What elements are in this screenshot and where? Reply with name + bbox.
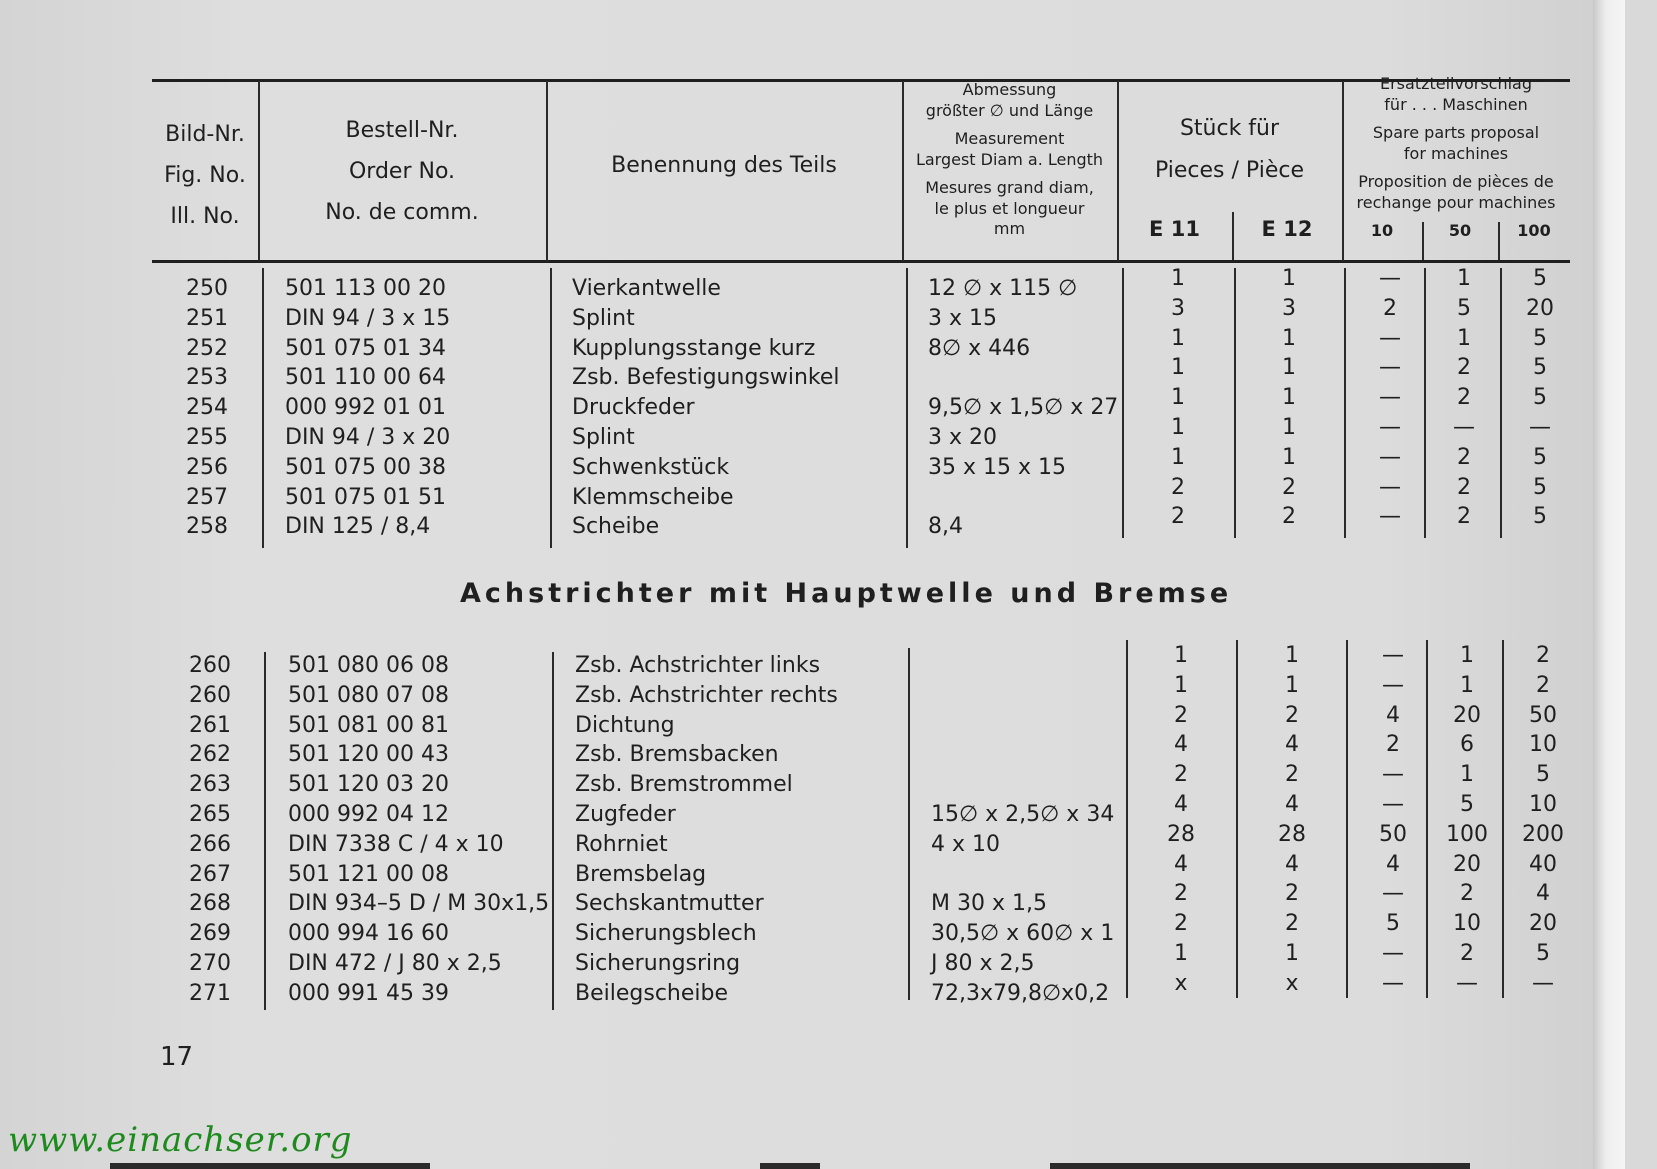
part-name-cell: Vierkantwelle	[572, 276, 721, 301]
dimension-cell: 30,5∅ x 60∅ x 1	[931, 921, 1115, 947]
q10-cell: 5	[1386, 911, 1400, 937]
q50-cell: 2	[1457, 444, 1471, 470]
header-dimension: Abmessung größter ∅ und Länge Measurement Largest Diam a. Length Mesures grand diam, le plus et longueur mm	[915, 80, 1104, 238]
order-no-cell: DIN 94 / 3 x 15	[285, 305, 451, 331]
e11-qty-cell: 2	[1174, 911, 1188, 937]
header-q100: 100	[1517, 221, 1551, 240]
fig-no-cell: 265	[189, 802, 231, 827]
q100-cell: 5	[1533, 504, 1547, 530]
e11-qty-cell: 28	[1167, 821, 1195, 847]
e12-qty-cell: 4	[1285, 732, 1299, 758]
q50-cell: 1	[1460, 762, 1474, 788]
dimension-cell: 9,5∅ x 1,5∅ x 27	[928, 395, 1119, 421]
e12-qty-cell: 28	[1278, 821, 1306, 847]
q100-cell: 2	[1536, 672, 1550, 698]
fig-no-cell: 256	[186, 454, 228, 480]
fig-no-cell: 262	[189, 742, 231, 768]
order-no-cell: 000 992 04 12	[288, 802, 449, 827]
fig-no-cell: 254	[186, 395, 228, 421]
part-name-cell: Sechskantmutter	[575, 891, 764, 917]
q10-cell: —	[1379, 266, 1401, 291]
q100-cell: 2	[1536, 643, 1550, 668]
header-q10: 10	[1370, 221, 1394, 240]
order-no-cell: 501 113 00 20	[285, 276, 446, 301]
q50-cell: 20	[1453, 702, 1481, 728]
e11-qty-cell: 2	[1174, 762, 1188, 788]
q10-cell: —	[1379, 444, 1401, 470]
q50-cell: —	[1456, 970, 1478, 996]
order-no-cell: DIN 472 / J 80 x 2,5	[288, 951, 502, 976]
part-name-cell: Dichtung	[575, 712, 675, 738]
q100-cell: 4	[1536, 881, 1550, 907]
q10-cell: 4	[1386, 851, 1400, 877]
e12-qty-cell: 1	[1285, 643, 1299, 668]
q50-cell: 1	[1460, 643, 1474, 668]
e11-qty-cell: 4	[1174, 851, 1188, 877]
column-divider	[1502, 640, 1504, 998]
part-name-cell: Scheibe	[572, 514, 660, 540]
page-number: 17	[160, 1042, 194, 1072]
q100-cell: 5	[1533, 385, 1547, 411]
order-no-cell: 000 991 45 39	[288, 980, 449, 1006]
column-divider	[550, 268, 552, 548]
e12-qty-cell: 1	[1282, 385, 1296, 411]
dimension-cell: 72,3x79,8∅x0,2	[931, 980, 1110, 1006]
q100-cell: —	[1532, 970, 1554, 996]
fig-no-cell: 260	[189, 682, 231, 708]
q100-cell: 50	[1529, 702, 1557, 728]
header-q50: 50	[1448, 221, 1472, 240]
column-divider	[1500, 268, 1502, 538]
e12-qty-cell: 2	[1285, 762, 1299, 788]
order-no-cell: DIN 94 / 3 x 20	[285, 425, 451, 450]
scan-edge-strip	[1050, 1163, 1470, 1169]
scan-edge-strip	[110, 1163, 430, 1169]
e12-qty-cell: 1	[1285, 941, 1299, 966]
part-name-cell: Splint	[572, 305, 635, 331]
q10-cell: —	[1379, 504, 1401, 530]
e12-qty-cell: 3	[1282, 295, 1296, 321]
q10-cell: —	[1379, 325, 1401, 351]
column-divider	[1346, 640, 1348, 998]
order-no-cell: 501 075 01 34	[285, 335, 446, 361]
q50-cell: 2	[1457, 355, 1471, 381]
q100-cell: 5	[1533, 325, 1547, 351]
q100-cell: 5	[1533, 266, 1547, 291]
e12-qty-cell: 2	[1285, 881, 1299, 907]
part-name-cell: Zugfeder	[575, 802, 676, 827]
part-name-cell: Zsb. Bremstrommel	[575, 772, 793, 798]
order-no-cell: 000 994 16 60	[288, 921, 449, 947]
part-name-cell: Kupplungsstange kurz	[572, 335, 816, 361]
part-name-cell: Beilegscheibe	[575, 980, 729, 1006]
dimension-cell: 8,4	[928, 514, 963, 540]
fig-no-cell: 255	[186, 425, 228, 450]
dimension-cell: 4 x 10	[931, 831, 1000, 857]
column-divider	[908, 648, 910, 1000]
column-divider	[1344, 268, 1346, 538]
fig-no-cell: 268	[189, 891, 231, 917]
e11-qty-cell: 2	[1171, 474, 1185, 500]
column-divider	[262, 268, 264, 548]
e12-qty-cell: 2	[1285, 911, 1299, 937]
order-no-cell: 501 080 06 08	[288, 653, 449, 678]
fig-no-cell: 252	[186, 335, 228, 361]
dimension-cell: 8∅ x 446	[928, 335, 1031, 361]
q50-cell: 5	[1457, 295, 1471, 321]
fig-no-cell: 270	[189, 951, 231, 976]
part-name-cell: Sicherungsblech	[575, 921, 757, 947]
q50-cell: 1	[1457, 325, 1471, 351]
q50-cell: 2	[1457, 474, 1471, 500]
q100-cell: 5	[1533, 444, 1547, 470]
column-divider	[1426, 640, 1428, 998]
column-divider	[1236, 640, 1238, 998]
e11-qty-cell: 1	[1174, 643, 1188, 668]
q10-cell: —	[1379, 415, 1401, 440]
q50-cell: 1	[1457, 266, 1471, 291]
e11-qty-cell: 1	[1171, 385, 1185, 411]
q50-cell: 2	[1457, 385, 1471, 411]
column-divider	[1126, 640, 1128, 998]
q100-cell: 200	[1522, 821, 1564, 847]
fig-no-cell: 271	[189, 980, 231, 1006]
column-divider	[906, 268, 908, 548]
page-edge	[1593, 0, 1625, 1169]
dimension-cell: M 30 x 1,5	[931, 891, 1047, 917]
q50-cell: 100	[1446, 821, 1488, 847]
fig-no-cell: 251	[186, 305, 228, 331]
order-no-cell: DIN 934–5 D / M 30x1,5	[288, 891, 550, 917]
q100-cell: —	[1529, 415, 1551, 440]
q10-cell: —	[1382, 881, 1404, 907]
q100-cell: 20	[1529, 911, 1557, 937]
q10-cell: 4	[1386, 702, 1400, 728]
q10-cell: 2	[1383, 295, 1397, 321]
part-name-cell: Splint	[572, 425, 635, 450]
e11-qty-cell: 1	[1171, 444, 1185, 470]
e12-qty-cell: 2	[1282, 474, 1296, 500]
e11-qty-cell: 1	[1171, 325, 1185, 351]
order-no-cell: DIN 125 / 8,4	[285, 514, 431, 540]
e12-qty-cell: 1	[1282, 415, 1296, 440]
q50-cell: —	[1453, 415, 1475, 440]
e12-qty-cell: 1	[1285, 672, 1299, 698]
fig-no-cell: 257	[186, 484, 228, 510]
part-name-cell: Zsb. Befestigungswinkel	[572, 365, 840, 391]
fig-no-cell: 269	[189, 921, 231, 947]
e12-qty-cell: 2	[1282, 504, 1296, 530]
e12-qty-cell: 1	[1282, 355, 1296, 381]
fig-no-cell: 253	[186, 365, 228, 391]
q10-cell: —	[1379, 355, 1401, 381]
column-divider	[264, 652, 266, 1010]
part-name-cell: Klemmscheibe	[572, 484, 734, 510]
q100-cell: 5	[1533, 474, 1547, 500]
q100-cell: 40	[1529, 851, 1557, 877]
q50-cell: 5	[1460, 792, 1474, 817]
q50-cell: 2	[1460, 881, 1474, 907]
fig-no-cell: 250	[186, 276, 228, 301]
dimension-cell: 12 ∅ x 115 ∅	[928, 276, 1078, 301]
q10-cell: —	[1382, 643, 1404, 668]
dimension-cell: 3 x 20	[928, 425, 997, 450]
e12-qty-cell: 4	[1285, 792, 1299, 817]
dimension-cell: 3 x 15	[928, 305, 997, 331]
order-no-cell: DIN 7338 C / 4 x 10	[288, 831, 504, 857]
e11-qty-cell: 4	[1174, 732, 1188, 758]
header-fig-no: Bild-Nr. Fig. No. Ill. No.	[164, 122, 246, 229]
dimension-cell: 15∅ x 2,5∅ x 34	[931, 802, 1115, 827]
section-title: Achstrichter mit Hauptwelle und Bremse	[460, 578, 1233, 609]
order-no-cell: 501 120 00 43	[288, 742, 449, 768]
column-divider	[1234, 268, 1236, 538]
fig-no-cell: 263	[189, 772, 231, 798]
e11-qty-cell: 2	[1174, 881, 1188, 907]
e11-qty-cell: 1	[1171, 266, 1185, 291]
e11-qty-cell: 4	[1174, 792, 1188, 817]
part-name-cell: Zsb. Achstrichter rechts	[575, 682, 838, 708]
e12-qty-cell: 2	[1285, 702, 1299, 728]
header-bottom-rule	[152, 260, 1570, 263]
q50-cell: 10	[1453, 911, 1481, 937]
q10-cell: 2	[1386, 732, 1400, 758]
order-no-cell: 501 075 00 38	[285, 454, 446, 480]
part-name-cell: Zsb. Bremsbacken	[575, 742, 779, 768]
dimension-cell: J 80 x 2,5	[931, 951, 1035, 976]
scan-edge-strip	[760, 1163, 820, 1169]
fig-no-cell: 266	[189, 831, 231, 857]
column-divider	[1424, 268, 1426, 538]
part-name-cell: Druckfeder	[572, 395, 695, 421]
q10-cell: —	[1379, 474, 1401, 500]
q10-cell: 50	[1379, 821, 1407, 847]
q100-cell: 10	[1529, 792, 1557, 817]
order-no-cell: 501 121 00 08	[288, 861, 449, 887]
e11-qty-cell: 1	[1174, 941, 1188, 966]
header-e12: E 12	[1261, 217, 1313, 241]
q100-cell: 5	[1533, 355, 1547, 381]
e11-qty-cell: 1	[1174, 672, 1188, 698]
part-name-cell: Zsb. Achstrichter links	[575, 653, 821, 678]
order-no-cell: 501 081 00 81	[288, 712, 449, 738]
header-e11: E 11	[1149, 217, 1200, 241]
e12-qty-cell: x	[1285, 970, 1299, 996]
watermark-url: www.einachser.org	[8, 1120, 353, 1160]
e11-qty-cell: x	[1174, 970, 1188, 996]
q10-cell: —	[1382, 762, 1404, 788]
header-pieces: Stück für Pieces / Pièce	[1155, 116, 1304, 183]
part-name-cell: Schwenkstück	[572, 454, 730, 480]
q100-cell: 10	[1529, 732, 1557, 758]
e12-qty-cell: 4	[1285, 851, 1299, 877]
q10-cell: —	[1382, 970, 1404, 996]
part-name-cell: Rohrniet	[575, 831, 668, 857]
e12-qty-cell: 1	[1282, 325, 1296, 351]
q10-cell: —	[1382, 672, 1404, 698]
dimension-cell: 35 x 15 x 15	[928, 454, 1066, 480]
e11-qty-cell: 1	[1171, 355, 1185, 381]
e11-qty-cell: 2	[1171, 504, 1185, 530]
q50-cell: 2	[1460, 941, 1474, 966]
q50-cell: 2	[1457, 504, 1471, 530]
order-no-cell: 501 110 00 64	[285, 365, 446, 391]
q10-cell: —	[1382, 941, 1404, 966]
e11-qty-cell: 3	[1171, 295, 1185, 321]
column-divider	[552, 652, 554, 1010]
order-no-cell: 000 992 01 01	[285, 395, 446, 421]
q10-cell: —	[1379, 385, 1401, 411]
q50-cell: 1	[1460, 672, 1474, 698]
e11-qty-cell: 2	[1174, 702, 1188, 728]
e12-qty-cell: 1	[1282, 444, 1296, 470]
order-no-cell: 501 120 03 20	[288, 772, 449, 798]
part-name-cell: Bremsbelag	[575, 861, 707, 887]
order-no-cell: 501 080 07 08	[288, 682, 449, 708]
order-no-cell: 501 075 01 51	[285, 484, 446, 510]
q100-cell: 5	[1536, 941, 1550, 966]
q100-cell: 20	[1526, 295, 1554, 321]
fig-no-cell: 267	[189, 861, 231, 887]
fig-no-cell: 258	[186, 514, 228, 540]
fig-no-cell: 260	[189, 653, 231, 678]
header-part-name: Benennung des Teils	[611, 153, 837, 178]
e11-qty-cell: 1	[1171, 415, 1185, 440]
header-spare-parts-proposal: Ersatzteilvorschlag für . . . Maschinen Spare parts proposal for machines Proposition de pièces de rechange pour machines	[1356, 74, 1556, 212]
fig-no-cell: 261	[189, 712, 231, 738]
header-order-no: Bestell-Nr. Order No. No. de comm.	[325, 118, 479, 225]
q50-cell: 6	[1460, 732, 1474, 758]
q50-cell: 20	[1453, 851, 1481, 877]
q100-cell: 5	[1536, 762, 1550, 788]
part-name-cell: Sicherungsring	[575, 951, 741, 976]
e12-qty-cell: 1	[1282, 266, 1296, 291]
column-divider	[1122, 268, 1124, 538]
q10-cell: —	[1382, 792, 1404, 817]
